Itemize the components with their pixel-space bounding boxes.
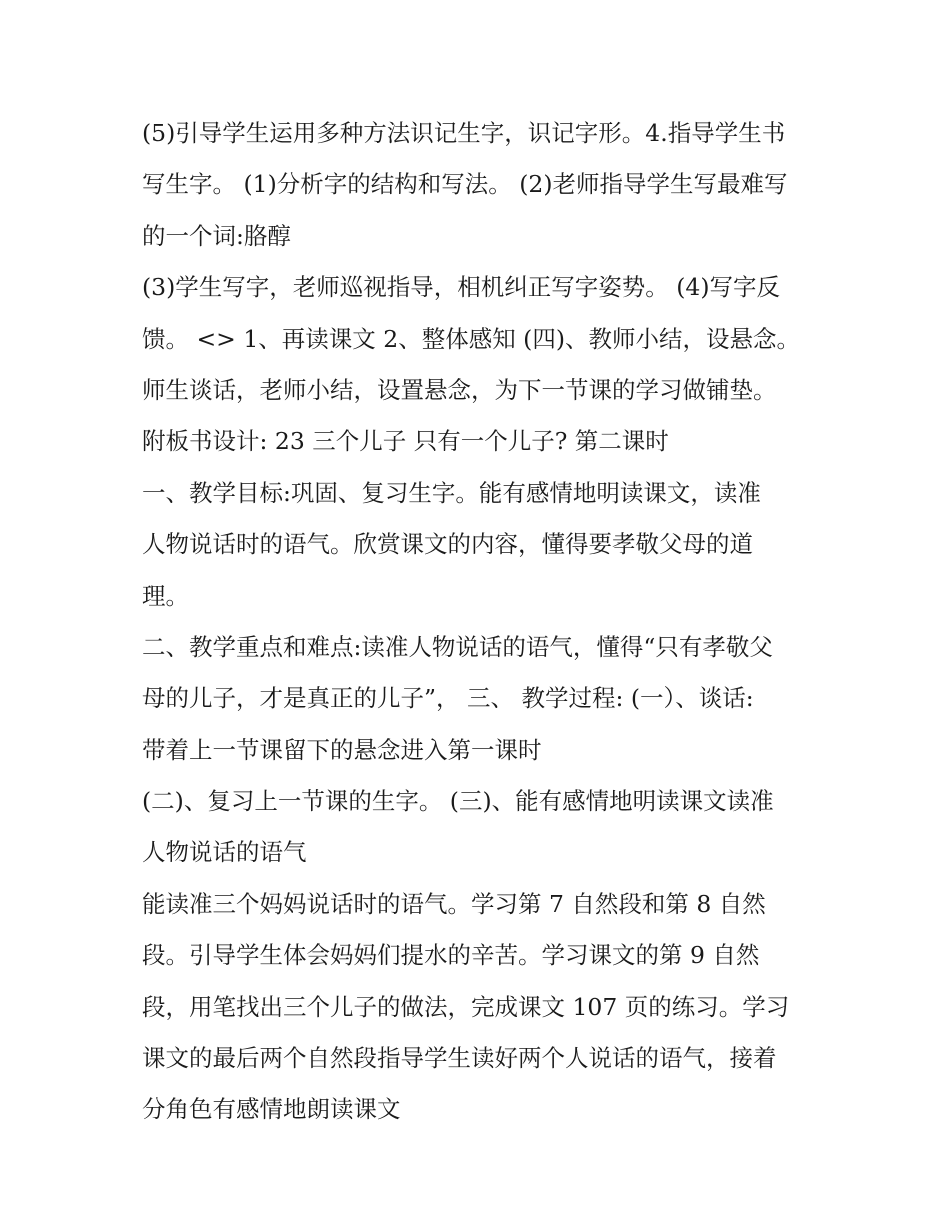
text-line: 能读准三个妈妈说话时的语气。学习第 7 自然段和第 8 自然 xyxy=(142,889,766,918)
text-line: 馈。 <> 1、再读课文 2、整体感知 (四)、教师小结，设悬念。 xyxy=(142,324,800,353)
text-line: (3)学生写字，老师巡视指导，相机纠正写字姿势。 (4)写字反 xyxy=(142,273,781,302)
text-line: 带着上一节课留下的悬念进入第一课时 xyxy=(142,735,542,764)
text-line: 分角色有感情地朗读课文 xyxy=(142,1095,401,1124)
text-line: 附板书设计: 23 三个儿子 只有一个儿子? 第二课时 xyxy=(142,427,669,456)
text-line: 的一个词:胳醇 xyxy=(142,221,291,250)
text-line: 人物说话时的语气。欣赏课文的内容，懂得要孝敬父母的道 xyxy=(142,530,753,559)
text-line: 二、教学重点和难点:读准人物说话的语气，懂得“只有孝敬父 xyxy=(142,632,773,661)
text-line: 段，用笔找出三个儿子的做法，完成课文 107 页的练习。学习 xyxy=(142,992,790,1021)
text-line: 段。引导学生体会妈妈们提水的辛苦。学习课文的第 9 自然 xyxy=(142,941,760,970)
text-line: (二)、复习上一节课的生字。 (三)、能有感情地明读课文读准 xyxy=(142,787,774,816)
text-line: 人物说话的语气 xyxy=(142,838,307,867)
text-line: 母的儿子，才是真正的儿子”， 三、 教学过程: (一）、谈话: xyxy=(142,684,754,713)
text-line: 师生谈话，老师小结，设置悬念，为下一节课的学习做铺垫。 xyxy=(142,375,777,404)
text-line: 课文的最后两个自然段指导学生读好两个人说话的语气，接着 xyxy=(142,1044,777,1073)
text-line: 一、教学目标:巩固、复习生字。能有感情地明读课文，读准 xyxy=(142,478,761,507)
body-text xyxy=(142,108,822,1136)
text-line: 理。 xyxy=(142,581,189,610)
text-line: (5)引导学生运用多种方法识记生字，识记字形。4.指导学生书 xyxy=(142,119,786,147)
text-line: 写生字。 (1)分析字的结构和写法。 (2)老师指导学生写最难写 xyxy=(142,170,788,199)
